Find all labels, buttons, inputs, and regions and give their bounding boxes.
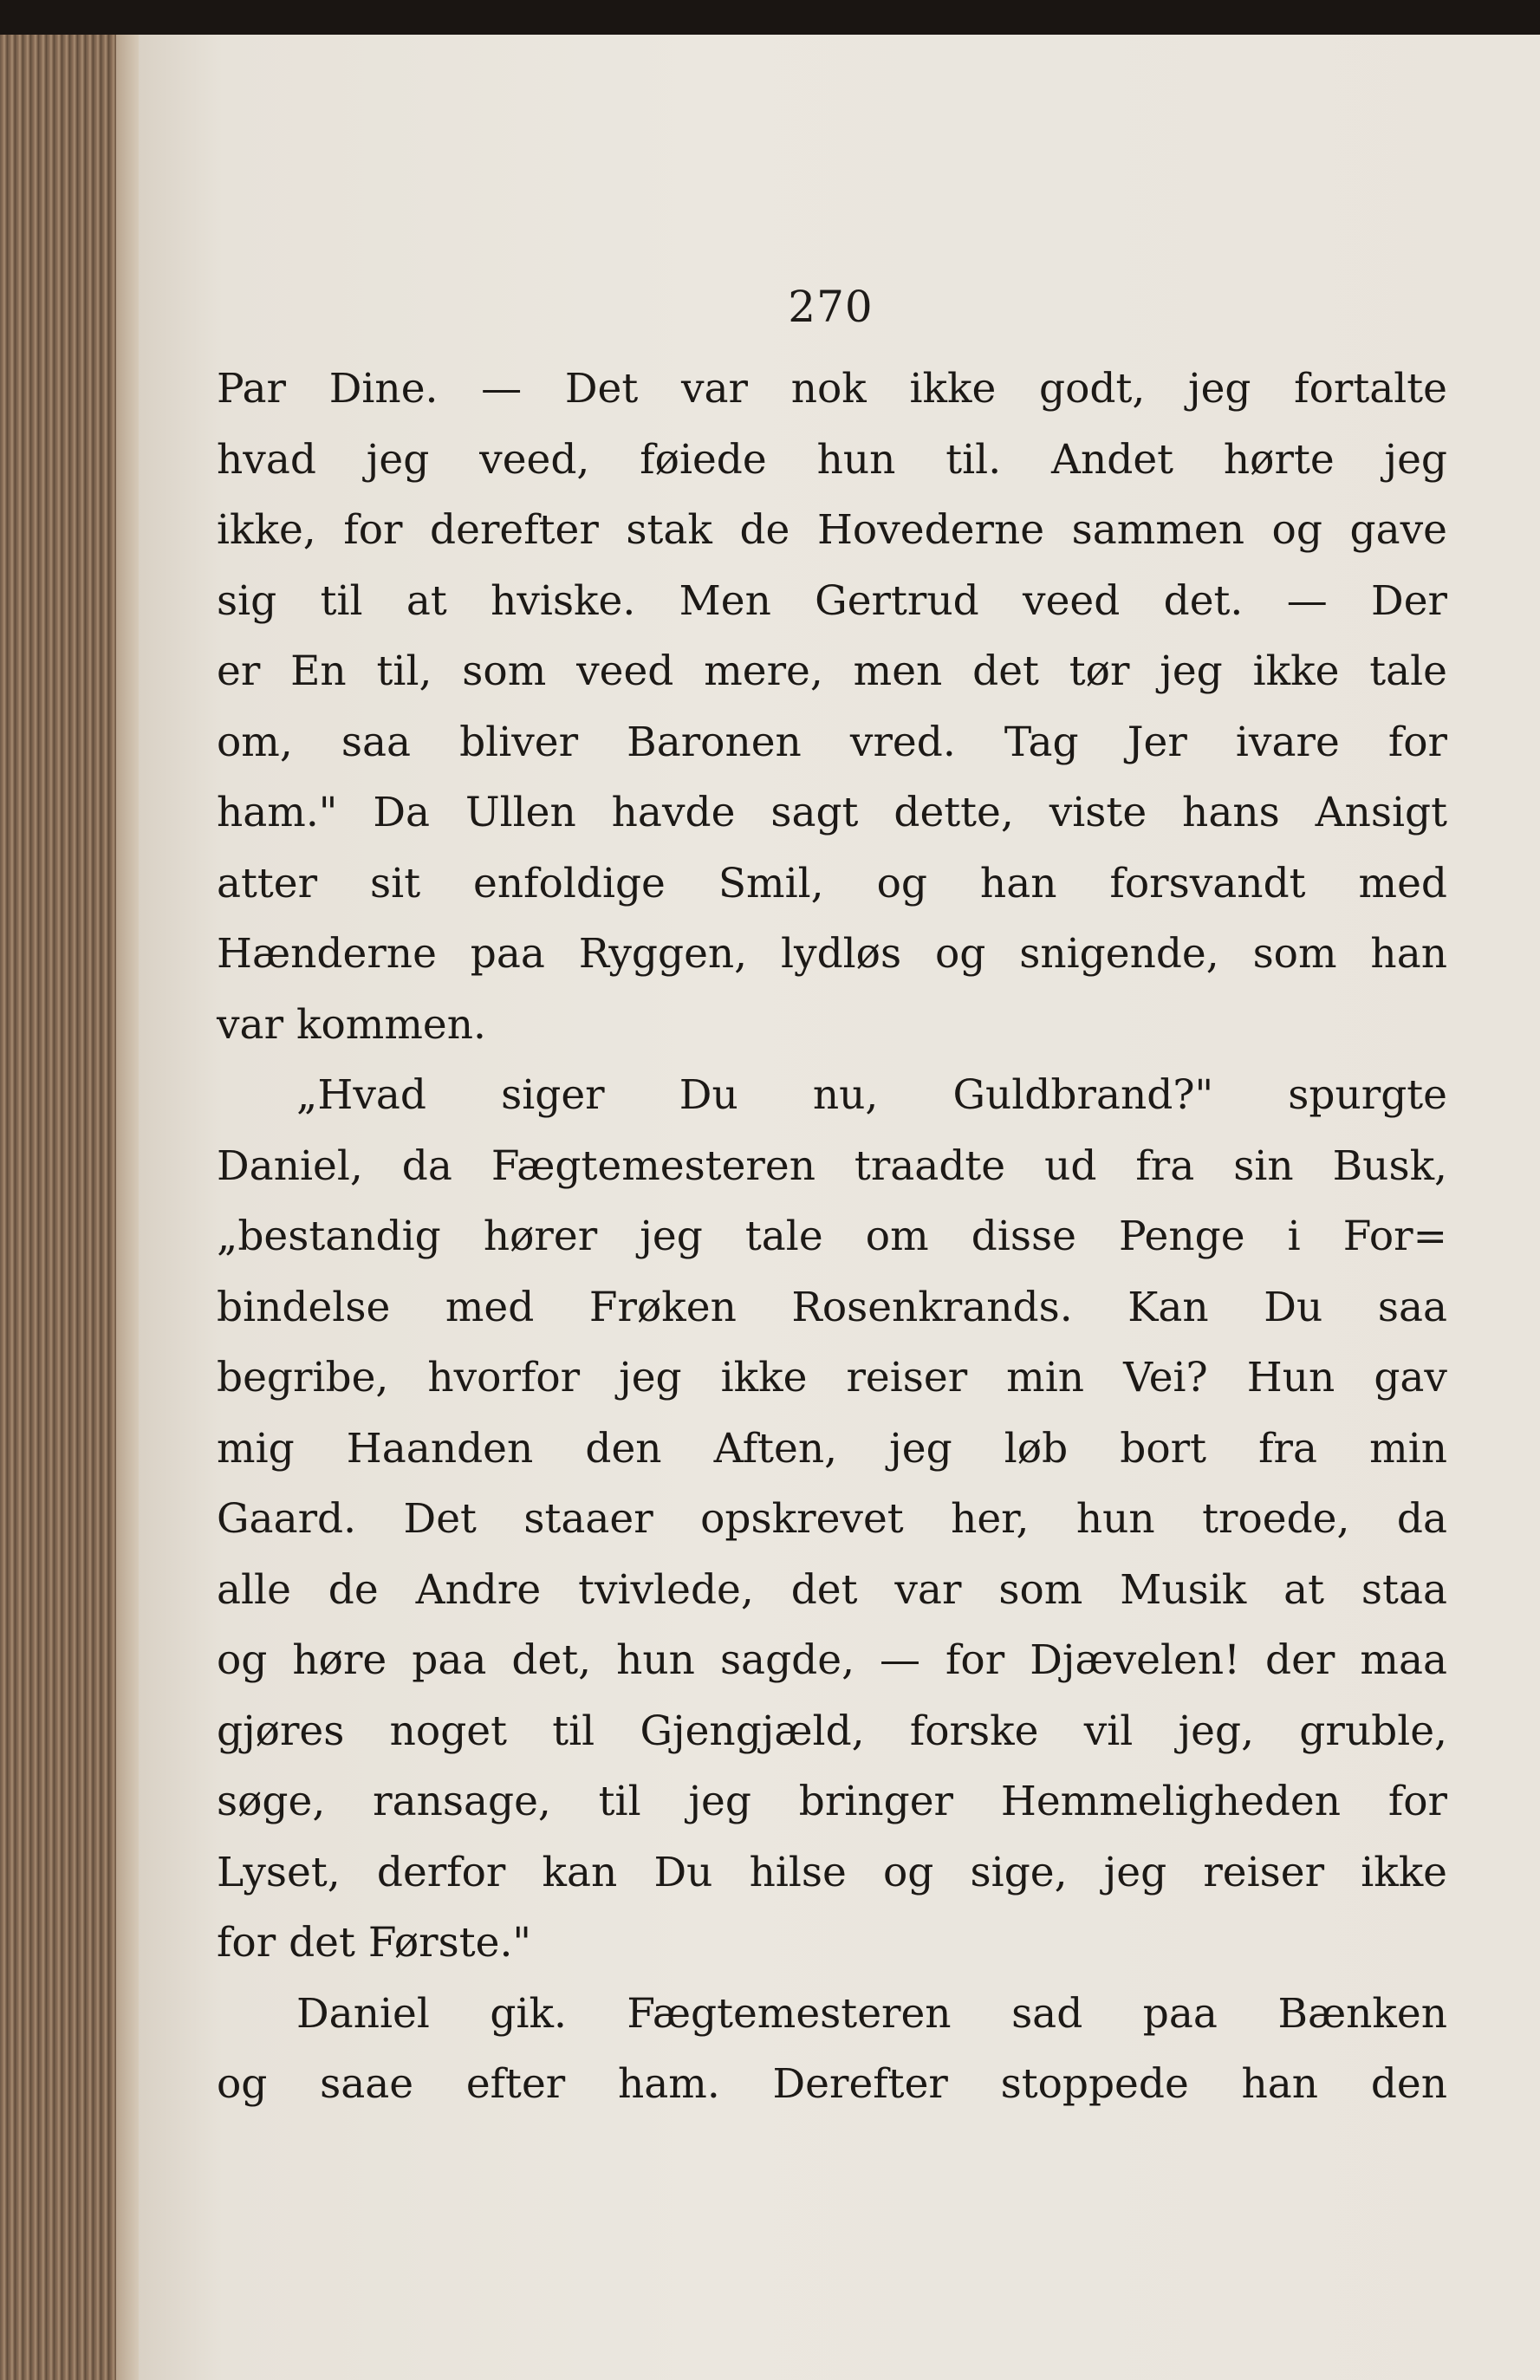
text-line: mig Haanden den Aften, jeg løb bort fra min (217, 1424, 1447, 1473)
text-line: gjøres noget til Gjengjæld, forske vil jeg, gruble, (217, 1707, 1447, 1755)
text-line: og saae efter ham. Derefter stoppede han den (217, 2060, 1447, 2108)
page-number: 270 (788, 282, 874, 332)
text-line: ham." Da Ullen havde sagt dette, viste hans Ansigt (217, 789, 1447, 836)
text-line: og høre paa det, hun sagde, — for Djævelen! der maa (217, 1636, 1447, 1684)
text-line: Hænderne paa Ryggen, lydløs og snigende, som han (217, 930, 1447, 978)
text-line: alle de Andre tvivlede, det var som Musik at staa (217, 1565, 1447, 1614)
text-line: hvad jeg veed, føiede hun til. Andet hørte jeg (217, 435, 1447, 484)
text-line: atter sit enfoldige Smil, og han forsvandt med (217, 859, 1447, 907)
page-edges (0, 35, 139, 2380)
text-line: var kommen. (217, 1000, 486, 1049)
text-line: „bestandig hører jeg tale om disse Penge i For= (217, 1213, 1447, 1260)
text-line: for det Første." (217, 1919, 532, 1967)
text-line: Lyset, derfor kan Du hilse og sige, jeg reiser ikke (217, 1848, 1447, 1896)
text-line: sig til at hviske. Men Gertrud veed det. — Der (217, 576, 1447, 625)
text-line: Gaard. Det staaer opskrevet her, hun troede, da (217, 1495, 1447, 1543)
text-line: ikke, for derefter stak de Hovederne sammen og gave (217, 506, 1447, 554)
text-line: „Hvad siger Du nu, Guldbrand?" spurgte (296, 1071, 1447, 1119)
text-line: er En til, som veed mere, men det tør jeg ikke tale (217, 647, 1447, 695)
text-line: begribe, hvorfor jeg ikke reiser min Vei? Hun gav (217, 1354, 1447, 1401)
text-line: Par Dine. — Det var nok ikke godt, jeg fortalte (217, 365, 1447, 413)
body-text (217, 354, 1447, 2120)
text-line: Daniel gik. Fægtemesteren sad paa Bænken (296, 1989, 1447, 2038)
text-line: bindelse med Frøken Rosenkrands. Kan Du saa (217, 1283, 1447, 1331)
text-line: om, saa bliver Baronen vred. Tag Jer ivare for (217, 718, 1447, 766)
scan-top-edge (0, 0, 1540, 35)
text-line: Daniel, da Fægtemesteren traadte ud fra sin Busk, (217, 1141, 1447, 1190)
text-line: søge, ransage, til jeg bringer Hemmeligheden for (217, 1778, 1447, 1825)
